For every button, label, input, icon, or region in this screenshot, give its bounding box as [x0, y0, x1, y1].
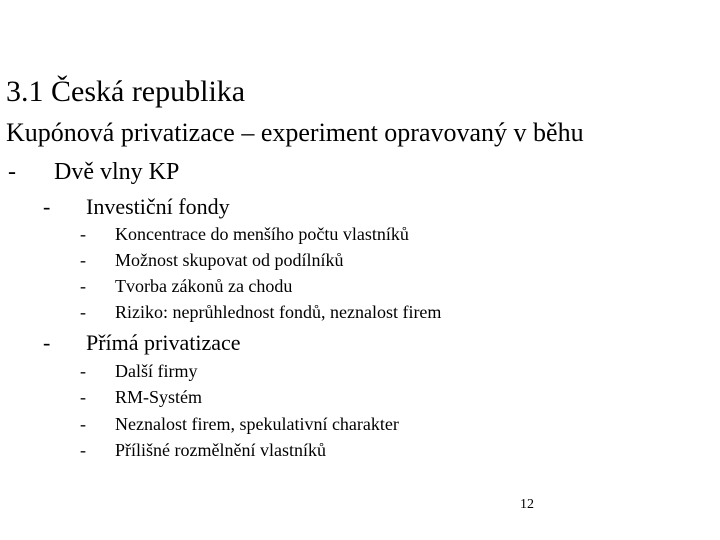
bullet-dash: -: [80, 361, 86, 381]
list-item: [80, 300, 580, 324]
bullet-dash: -: [8, 159, 16, 185]
list-item: [80, 412, 580, 436]
bullet-two-waves: [8, 157, 408, 187]
bullet-text: Přímá privatizace: [86, 330, 241, 355]
bullet-text: Možnost skupovat od podílníků: [115, 250, 344, 270]
bullet-dash: -: [43, 194, 51, 219]
bullet-dash: -: [43, 330, 51, 355]
bullet-text: Riziko: neprůhlednost fondů, neznalost firem: [115, 302, 442, 322]
bullet-text: Další firmy: [115, 361, 198, 381]
slide-title: 3.1 Česká republika: [6, 75, 246, 108]
list-item: [80, 274, 580, 298]
bullet-direct-privatization: [43, 329, 443, 357]
bullet-text: Dvě vlny KP: [54, 159, 180, 185]
bullet-dash: -: [80, 276, 86, 296]
bullet-dash: -: [80, 224, 86, 244]
bullet-text: Investiční fondy: [86, 194, 230, 219]
bullet-dash: -: [80, 250, 86, 270]
list-item: [80, 248, 580, 272]
bullet-dash: -: [80, 302, 86, 322]
bullet-dash: -: [80, 387, 86, 407]
bullet-dash: -: [80, 440, 86, 460]
list-item: [80, 222, 580, 246]
list-item: [80, 359, 580, 383]
bullet-investment-funds: [43, 193, 443, 221]
bullet-text: Neznalost firem, spekulativní charakter: [115, 414, 399, 434]
page-number: 12: [520, 497, 534, 512]
bullet-dash: -: [80, 414, 86, 434]
slide-subtitle: Kupónová privatizace – experiment opravovaný v běhu: [6, 118, 584, 147]
bullet-text: RM-Systém: [115, 387, 203, 407]
bullet-text: Přílišné rozmělnění vlastníků: [115, 440, 326, 460]
list-item: [80, 385, 580, 409]
bullet-text: Koncentrace do menšího počtu vlastníků: [115, 224, 409, 244]
bullet-text: Tvorba zákonů za chodu: [115, 276, 293, 296]
list-item: [80, 438, 580, 462]
